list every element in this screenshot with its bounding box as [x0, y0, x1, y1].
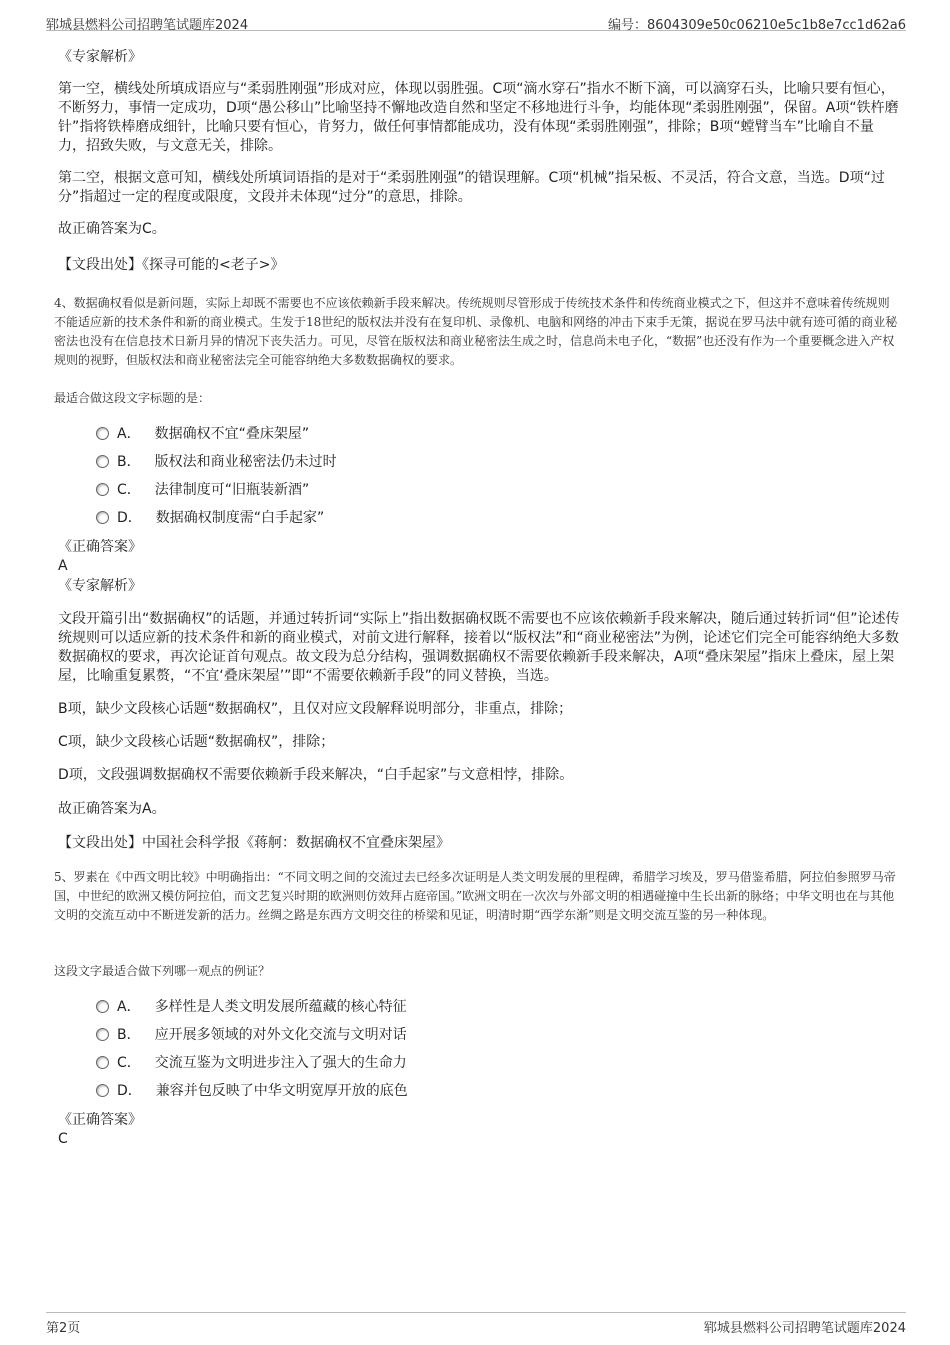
radio-icon[interactable] [96, 427, 109, 440]
radio-icon[interactable] [96, 1028, 109, 1041]
radio-icon[interactable] [96, 1056, 109, 1069]
q4-analysis-d: D项，文段强调数据确权不需要依赖新手段来解决，“白手起家”与文意相悖，排除。 [58, 767, 574, 783]
q5-option-c[interactable]: C． 交流互鉴为文明进步注入了强大的生命力 [96, 1053, 407, 1073]
q4-answer-title: 《正确答案》 [58, 539, 142, 555]
header-title: 郓城县燃料公司招聘笔试题库2024 [46, 18, 249, 33]
q5-option-d[interactable]: D． 兼容并包反映了中华文明宽厚开放的底色 [96, 1081, 408, 1101]
q5-prompt: 这段文字最适合做下列哪一观点的例证？ [54, 964, 271, 978]
radio-icon[interactable] [96, 511, 109, 524]
q3-analysis-title: 《专家解析》 [58, 49, 142, 65]
q3-analysis-p2: 第二空，根据文意可知，横线处所填词语指的是对于“柔弱胜刚强”的错误理解。C项“机械”指呆板、不灵活，符合文意，当选。D项“过分”指超过一定的程度或限度，文段并未体现“过分”的意思，排除。 [58, 170, 885, 205]
radio-icon[interactable] [96, 483, 109, 496]
q4-analysis-b: B项，缺少文段核心话题“数据确权”，且仅对应文段解释说明部分，非重点，排除； [58, 701, 573, 717]
page-header [46, 12, 906, 31]
q4-option-a[interactable]: A． 数据确权不宜“叠床架屋” [96, 424, 309, 444]
q5-answer: C [58, 1131, 68, 1147]
q4-conclusion: 故正确答案为A。 [58, 801, 166, 817]
q5-answer-title: 《正确答案》 [58, 1112, 142, 1128]
q4-analysis-c: C项，缺少文段核心话题“数据确权”，排除； [58, 734, 335, 750]
radio-icon[interactable] [96, 1084, 109, 1097]
q3-analysis-p1: 第一空，横线处所填成语应与“柔弱胜刚强”形成对应，体现以弱胜强。C项“滴水穿石”指水不断下滴，可以滴穿石头，比喻只要有恒心，不断努力，事情一定成功，D项“愚公移山”比喻坚持不懈地改造自然和坚定不移地进行斗争，均能体现“柔弱胜刚强”，保留。A项“铁杵磨针”指将铁棒磨成细针，比喻只要有恒心，肯努力，做任何事情都能成功，没有体现“柔弱胜刚强”，排除；B项“螳臂当车”比喻自不量力，招致失败，与文意无关，排除。 [58, 81, 899, 154]
q5-option-b[interactable]: B． 应开展多领域的对外文化交流与文明对话 [96, 1025, 407, 1045]
q4-option-d[interactable]: D． 数据确权制度需“白手起家” [96, 508, 324, 528]
q4-option-b[interactable]: B． 版权法和商业秘密法仍未过时 [96, 452, 337, 472]
q3-source: 【文段出处】《探寻可能的<老子>》 [58, 257, 285, 273]
q4-source: 【文段出处】中国社会科学报《蒋舸：数据确权不宜叠床架屋》 [58, 835, 450, 851]
q4-analysis-title: 《专家解析》 [58, 578, 142, 594]
header-serial: 编号：8604309e50c06210e5c1b8e7cc1d62a6 [607, 18, 906, 33]
q4-prompt: 最适合做这段文字标题的是： [54, 391, 211, 405]
footer-title: 郓城县燃料公司招聘笔试题库2024 [703, 1321, 906, 1336]
page-footer [46, 1312, 906, 1335]
radio-icon[interactable] [96, 455, 109, 468]
q5-stem: 5、罗素在《中西文明比较》中明确指出：“不同文明之间的交流过去已经多次证明是人类文明发展的里程碑，希腊学习埃及，罗马借鉴希腊，阿拉伯参照罗马帝国，中世纪的欧洲又模仿阿拉伯，而文艺复兴时期的欧洲则仿效拜占庭帝国。”欧洲文明在一次次与外部文明的相遇碰撞中生长出新的脉络；中华文明也在与其他文明的交流互动中不断迸发新的活力。丝绸之路是东西方文明交往的桥梁和见证，明清时期“西学东渐”则是文明交流互鉴的另一种体现。 [54, 870, 896, 922]
q4-analysis-p1: 文段开篇引出“数据确权”的话题，并通过转折词“实际上”指出数据确权既不需要也不应该依赖新手段来解决，随后通过转折词“但”论述传统规则可以适应新的技术条件和新的商业模式，对前文进行解释，接着以“版权法”和“商业秘密法”为例，论述它们完全可能容纳绝大多数数据确权的要求，再次论证首句观点。故文段为总分结构，强调数据确权不需要依赖新手段来解决，A项“叠床架屋”指床上叠床，屋上架屋，比喻重复累赘，“不宜‘叠床架屋’”即“不需要依赖新手段”的同义替换，当选。 [58, 611, 900, 684]
q4-answer: A [58, 558, 68, 574]
q5-option-a[interactable]: A． 多样性是人类文明发展所蕴藏的核心特征 [96, 997, 407, 1017]
q3-conclusion: 故正确答案为C。 [58, 221, 166, 237]
radio-icon[interactable] [96, 1000, 109, 1013]
q4-stem: 4、数据确权看似是新问题，实际上却既不需要也不应该依赖新手段来解决。传统规则尽管形成于传统技术条件和传统商业模式之下，但这并不意味着传统规则不能适应新的技术条件和新的商业模式。生发于18世纪的版权法并没有在复印机、录像机、电脑和网络的冲击下束手无策，据说在罗马法中就有迹可循的商业秘密法也没有在信息技术日新月异的情况下丧失活力。可见，尽管在版权法和商业秘密法生成之时，信息尚未电子化，“数据”也还没有作为一个重要概念进入产权规则的视野，但版权法和商业秘密法完全可能容纳绝大多数数据确权的要求。 [54, 296, 898, 367]
page-number: 第2页 [46, 1321, 81, 1336]
q4-option-c[interactable]: C． 法律制度可“旧瓶装新酒” [96, 480, 309, 500]
